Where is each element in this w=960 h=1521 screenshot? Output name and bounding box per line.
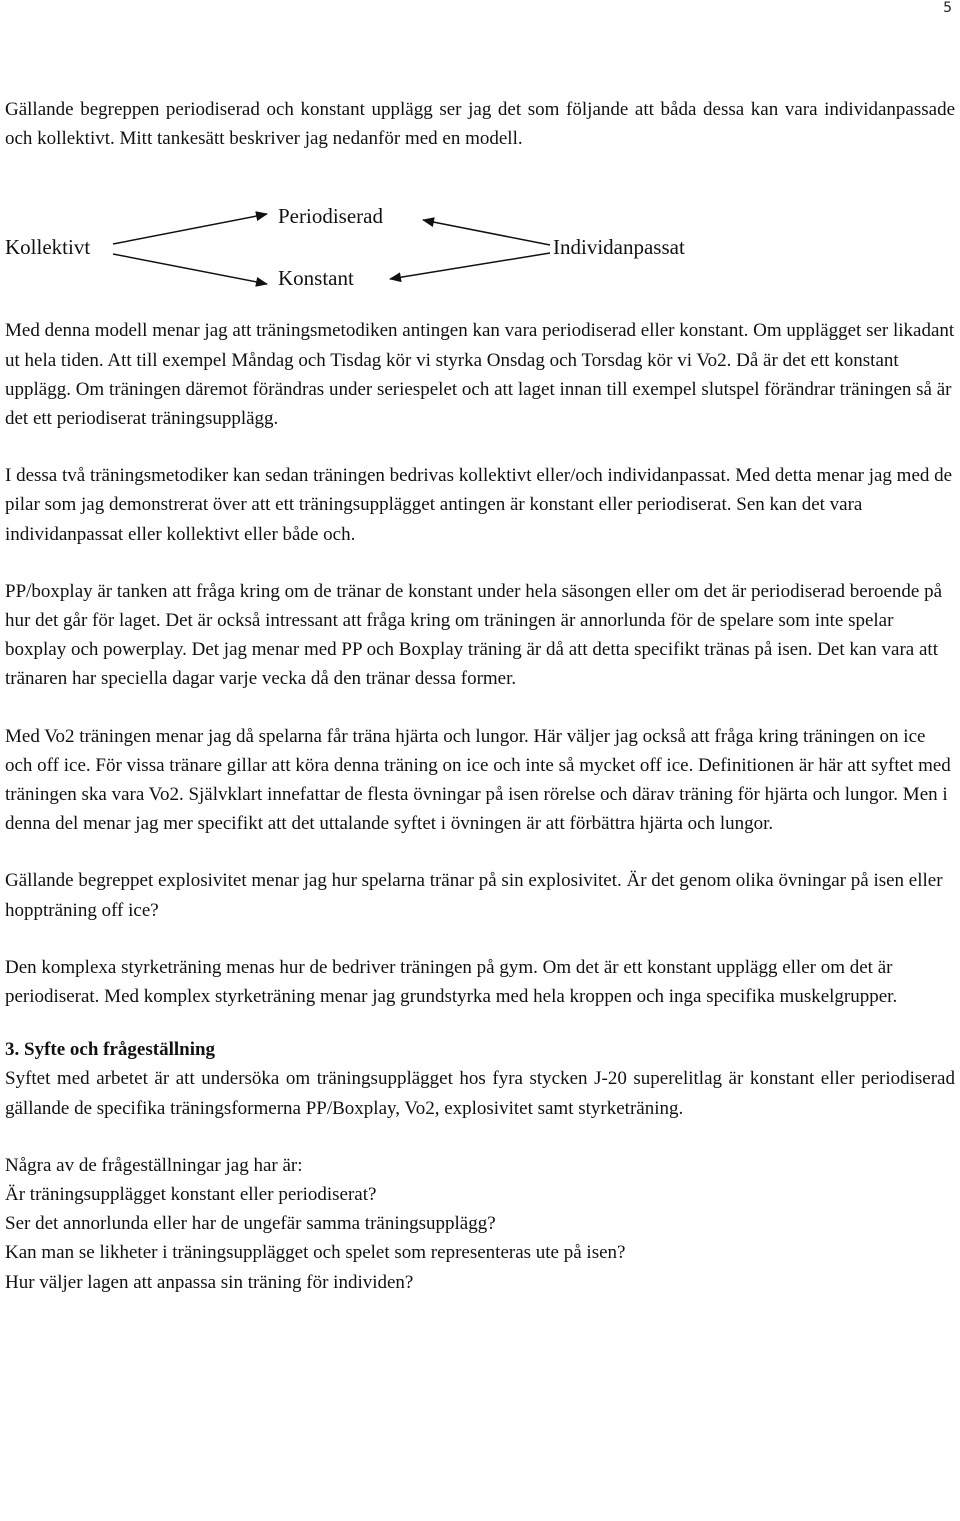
section-text: Syftet med arbetet är att undersöka om träningsupplägget hos fyra stycken J-20 superelitlag är konstant eller periodiserad gällande de specifika träningsformerna PP/Boxplay, Vo2, explosivitet samt styrketräning. — [5, 1068, 955, 1119]
list-item: Hur väljer lagen att anpassa sin träning för individen? — [5, 1271, 414, 1293]
section-heading: 3. Syfte och frågeställning — [5, 1039, 216, 1061]
list-item: Ser det annorlunda eller har de ungefär samma träningsupplägg? — [5, 1213, 496, 1235]
label-periodiserad: Periodiserad — [278, 204, 383, 229]
arrow-kollektivt-periodiserad — [113, 214, 267, 244]
paragraph-ppboxplay: PP/boxplay är tanken att fråga kring om de tränar de konstant under hela säsongen eller om det är periodiserad beroende på hur det går för laget. Det är också intressant att fråga kring om träningen är annorlunda för de spelare som inte spelar boxplay och powerplay. Det jag menar med PP och Boxplay träning är då att detta specifikt tränas på isen. Det kan vara att tränaren har speciella dagar varje vecka då den tränar dessa former. — [5, 580, 943, 690]
model-diagram — [5, 181, 955, 296]
arrow-individanpassat-konstant — [390, 253, 550, 279]
paragraph-model: Med denna modell menar jag att träningsmetodiken antingen kan vara periodiserad eller konstant. Om upplägget ser likadant ut hela tiden. Att till exempel Måndag och Tisdag kör vi styrka Onsdag och Torsdag kör vi Vo2. Då är det ett konstant upplägg. Om träningen däremot förändras under seriespelet och att laget innan till exempel slutspel förändrar träningen så är det ett periodiserat träningsupplägg. — [5, 320, 955, 430]
questions-list — [5, 1151, 955, 1297]
label-kollektivt: Kollektivt — [5, 235, 91, 260]
arrow-individanpassat-periodiserad — [423, 220, 550, 245]
list-item: Är träningsupplägget konstant eller periodiserat? — [5, 1184, 377, 1206]
document-body — [5, 95, 955, 1297]
paragraph-vo2: Med Vo2 träningen menar jag då spelarna får träna hjärta och lungor. Här väljer jag också att fråga kring träningen on ice och off ice. För vissa tränare gillar att köra denna träning on ice och inte så mycket off ice. Definitionen är här att syftet med träningen ska vara Vo2. Självklart innefattar de flesta övningar på isen rörelse och därav träning för hjärta och lungor. Men i denna del menar jag mer specifikt att det uttalande syftet i övningen är att förbättra hjärta och lungor. — [5, 725, 951, 835]
questions-intro: Några av de frågeställningar jag har är: — [5, 1154, 303, 1176]
paragraph-methods: I dessa två träningsmetodiker kan sedan träningen bedrivas kollektivt eller/och individanpassat. Med detta menar jag med de pilar som jag demonstrerat över att ett träningsupplägget antingen är konstant eller periodiserat. Sen kan det vara individanpassat eller kollektivt eller både och. — [5, 465, 953, 545]
arrow-kollektivt-konstant — [113, 254, 267, 284]
page-number: 5 — [943, 0, 952, 16]
paragraph-explosivitet: Gällande begreppet explosivitet menar jag hur spelarna tränar på sin explosivitet. Är det genom olika övningar på isen eller hoppträning off ice? — [5, 870, 943, 921]
diagram-arrows — [5, 181, 955, 296]
paragraph-styrketraning: Den komplexa styrketräning menas hur de bedriver träningen på gym. Om det är ett konstant upplägg eller om det är periodiserat. Med komplex styrketräning menar jag grundstyrka med hela kroppen och inga specifika muskelgrupper. — [5, 956, 898, 1008]
intro-paragraph: Gällande begreppen periodiserad och konstant upplägg ser jag det som följande att båda dessa kan vara individanpassade och kollektivt. Mitt tankesätt beskriver jag nedanför med en modell. — [5, 99, 955, 150]
label-individanpassat: Individanpassat — [553, 235, 685, 260]
list-item: Kan man se likheter i träningsupplägget och spelet som representeras ute på isen? — [5, 1242, 626, 1264]
label-konstant: Konstant — [278, 266, 354, 291]
